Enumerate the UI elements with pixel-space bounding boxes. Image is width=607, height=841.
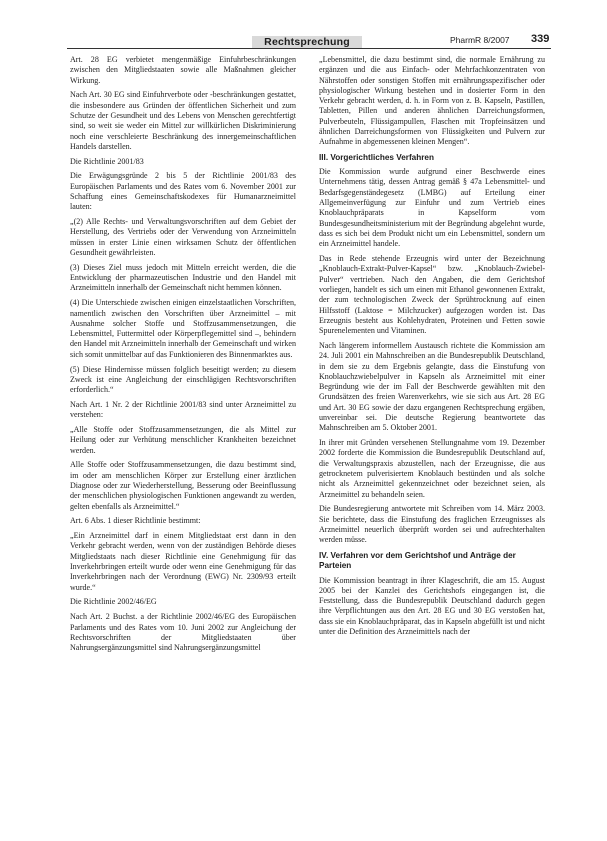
paragraph: (3) Dieses Ziel muss jedoch mit Mitteln erreicht werden, die die Entwicklung der pharmazeutischen Industrie und den Handel mit Arzneimitteln innerhalb der Gemeinschaft nicht hemmen können. [70, 262, 296, 293]
paragraph: In ihrer mit Gründen versehenen Stellungnahme vom 19. Dezember 2002 forderte die Kommission die Bundesrepublik Deutschland auf, die Verwaltungspraxis abzustellen, nach der Erzeugnisse, die aus getrocknetem pulverisiertem Knoblauch bestünden und als solche nicht als Arzneimittel gekennzeichnet oder bezeichnet seien, als Arzneimittel zu behandeln seien. [319, 438, 545, 499]
paragraph: „Alle Stoffe oder Stoffzusammensetzungen, die als Mittel zur Heilung oder zur Verhütung menschlicher Krankheiten bezeichnet werden. [70, 425, 296, 455]
paragraph: Nach Art. 30 EG sind Einfuhrverbote oder -beschränkungen gestattet, die insbesondere aus Gründen der öffentlichen Sicherheit und zum Schutze der Gesundheit und des Lebens von Menschen gerechtfertigt sind, so weit sie weder ein Mittel zur willkürlichen Diskriminierung noch eine verschleierte Beschränkung des innergemeinschaftlichen Handels darstellen. [70, 90, 296, 151]
paragraph: Nach Art. 2 Buchst. a der Richtlinie 2002/46/EG des Europäischen Parlaments und des Rates vom 10. Juni 2002 zur Angleichung der Rechtsvorschriften der Mitgliedstaaten über Nahrungsergänzungsmittel sind Nahrungsergänzungsmittel [70, 612, 296, 653]
paragraph: Nach längerem informellem Austausch richtete die Kommission am 24. Juli 2001 ein Mahnschreiben an die Bundesrepublik Deutschland, in dem sie zu dem Ergebnis gelangte, dass die Einstufung von Knoblauchzwiebelpulver in Kapseln als Arzneimittel mit einer Begründung wie der im Fall der Beschwerde gewählten mit den Grundsätzen des freien Warenverkehrs, wie sie sich aus Art. 28 EG und Art. 30 EG sowie der dazu ergangenen Rechtsprechung ergäben, unvereinbar sei. Die deutsche Regierung beantwortete das Mahnschreiben am 5. Oktober 2001. [319, 340, 545, 433]
paragraph: Die Richtlinie 2002/46/EG [70, 597, 157, 607]
paragraph: Art. 28 EG verbietet mengenmäßige Einfuhrbeschränkungen zwischen den Mitgliedstaaten sowie alle Maßnahmen gleicher Wirkung. [70, 55, 296, 85]
page-header [0, 0, 607, 48]
paragraph: Art. 6 Abs. 1 dieser Richtlinie bestimmt: [70, 516, 201, 526]
paragraph: (4) Die Unterschiede zwischen einigen einzelstaatlichen Vorschriften, namentlich zwischen den Vorschriften über Arzneimittel – mit Ausnahme solcher Stoffe und Stoffzusammensetzungen, die Lebensmittel, Futtermittel oder Körperpflegemittel sind –, behindern den Handel mit Arzneimitteln innerhalb der Gemeinschaft und wirken sich somit unmittelbar auf das Funktionieren des Binnenmarktes aus. [70, 298, 296, 359]
header-rule [67, 48, 551, 49]
section-heading: IV. Verfahren vor dem Gerichtshof und Anträge der Parteien [319, 550, 516, 571]
section-heading: III. Vorgerichtliches Verfahren [319, 152, 434, 162]
paragraph: Nach Art. 1 Nr. 2 der Richtlinie 2001/83 sind unter Arzneimittel zu verstehen: [70, 399, 296, 420]
left-column [70, 55, 296, 658]
paragraph: Die Kommission beantragt in ihrer Klageschrift, die am 15. August 2005 bei der Kanzlei des Gerichtshofs eingegangen ist, die Feststellung, dass die Bundesrepublik Deutschland dadurch gegen ihre Verpflichtungen aus den Art. 28 EG und 30 EG verstoßen hat, dass sie ein Knoblauchpräparat, das in Kapseln abgefüllt ist und nicht unter die Definition des Arzneimittels nach der [319, 575, 545, 637]
right-column [319, 55, 545, 642]
paragraph: Alle Stoffe oder Stoffzusammensetzungen, die dazu bestimmt sind, im oder am menschlichen Körper zur Erstellung einer ärztlichen Diagnose oder zur Wiederherstellung, Besserung oder Beeinflussung der menschlichen physiologischen Funktionen angewandt zu werden, gelten ebenfalls als Arzneimittel.“ [70, 460, 296, 511]
paragraph: (5) Diese Hindernisse müssen folglich beseitigt werden; zu diesem Zweck ist eine Angleichung der einschlägigen Rechtsvorschriften erforderlich.“ [70, 364, 296, 395]
paragraph: „(2) Alle Rechts- und Verwaltungsvorschriften auf dem Gebiet der Herstellung, des Vertriebs oder der Verwendung von Arzneimitteln müssen in erster Linie einen wirksamen Schutz der öffentlichen Gesundheit gewährleisten. [70, 217, 296, 258]
paragraph: „Lebensmittel, die dazu bestimmt sind, die normale Ernährung zu ergänzen und die aus Einfach- oder Mehrfachkonzentraten von Nährstoffen oder sonstigen Stoffen mit ernährungsspezifischer oder physiologischer Wirkung bestehen und in dosierter Form in den Verkehr gebracht werden, d. h. in Form von z. B. Kapseln, Pastillen, Tabletten, Pillen und anderen ähnlichen Darreichungsformen, Pulverbeuteln, Flüssigampullen, Flaschen mit Tropfeinsätzen und ähnlichen Darreichungsformen von Flüssigkeiten und Pulvern zur Aufnahme in abgemessenen kleinen Mengen“. [319, 55, 545, 147]
paragraph: „Ein Arzneimittel darf in einem Mitgliedstaat erst dann in den Verkehr gebracht werden, wenn von der zuständigen Behörde dieses Mitgliedstaats nach dieser Richtlinie eine Genehmigung für das Inverkehrbringen erteilt wurde oder wenn eine Genehmigung für das Inverkehrbringen nach der Verordnung (EWG) Nr. 2309/93 erteilt wurde.“ [70, 531, 296, 592]
paragraph: Die Richtlinie 2001/83 [70, 156, 144, 166]
paragraph: Die Kommission wurde aufgrund einer Beschwerde eines Unternehmens tätig, dessen Antrag gemäß § 47a Lebensmittel- und Bedarfsgegenständegesetz (LMBG) auf Erteilung einer Allgemeinverfügung zur Einfuhr und zum Vertrieb eines Knoblauchpräparats in Kapselform vom Bundesgesundheitsministerium mit der Begründung abgelehnt wurde, dass es sich bei dem Produkt nicht um ein Lebensmittel, sondern um ein Arzneimittel handele. [319, 167, 545, 249]
paragraph: Die Erwägungsgründe 2 bis 5 der Richtlinie 2001/83 des Europäischen Parlaments und des Rates vom 6. November 2001 zur Schaffung eines Gemeinschaftskodexes für Humanarzneimittel lauten: [70, 171, 296, 212]
section-label: Rechtsprechung [252, 36, 362, 49]
page-number: 339 [531, 33, 550, 45]
paragraph: Das in Rede stehende Erzeugnis wird unter der Bezeichnung „Knoblauch-Extrakt-Pulver-Kapsel“ bzw. „Knoblauch-Zwiebel-Pulver“ vertrieben. Nach den Angaben, die dem Gerichtshof vorliegen, handelt es sich um einen mit Ethanol gewonnenen Extrakt, der zum technologischen Zweck der Sprühtrocknung auf einen Hilfsstoff (Laktose = Milchzucker) aufgezogen worden ist. Das Erzeugnis besteht aus Kohlehydraten, Proteinen und Fetten sowie Spurenelementen und Vitaminen. [319, 254, 545, 336]
paragraph: Die Bundesregierung antwortete mit Schreiben vom 14. März 2003. Sie berichtete, dass die Einstufung des fraglichen Erzeugnisses als Arzneimittel neuerlich überprüft worden sei und aufrechterhalten werden müsse. [319, 504, 545, 545]
journal-reference: PharmR 8/2007 [450, 35, 510, 45]
